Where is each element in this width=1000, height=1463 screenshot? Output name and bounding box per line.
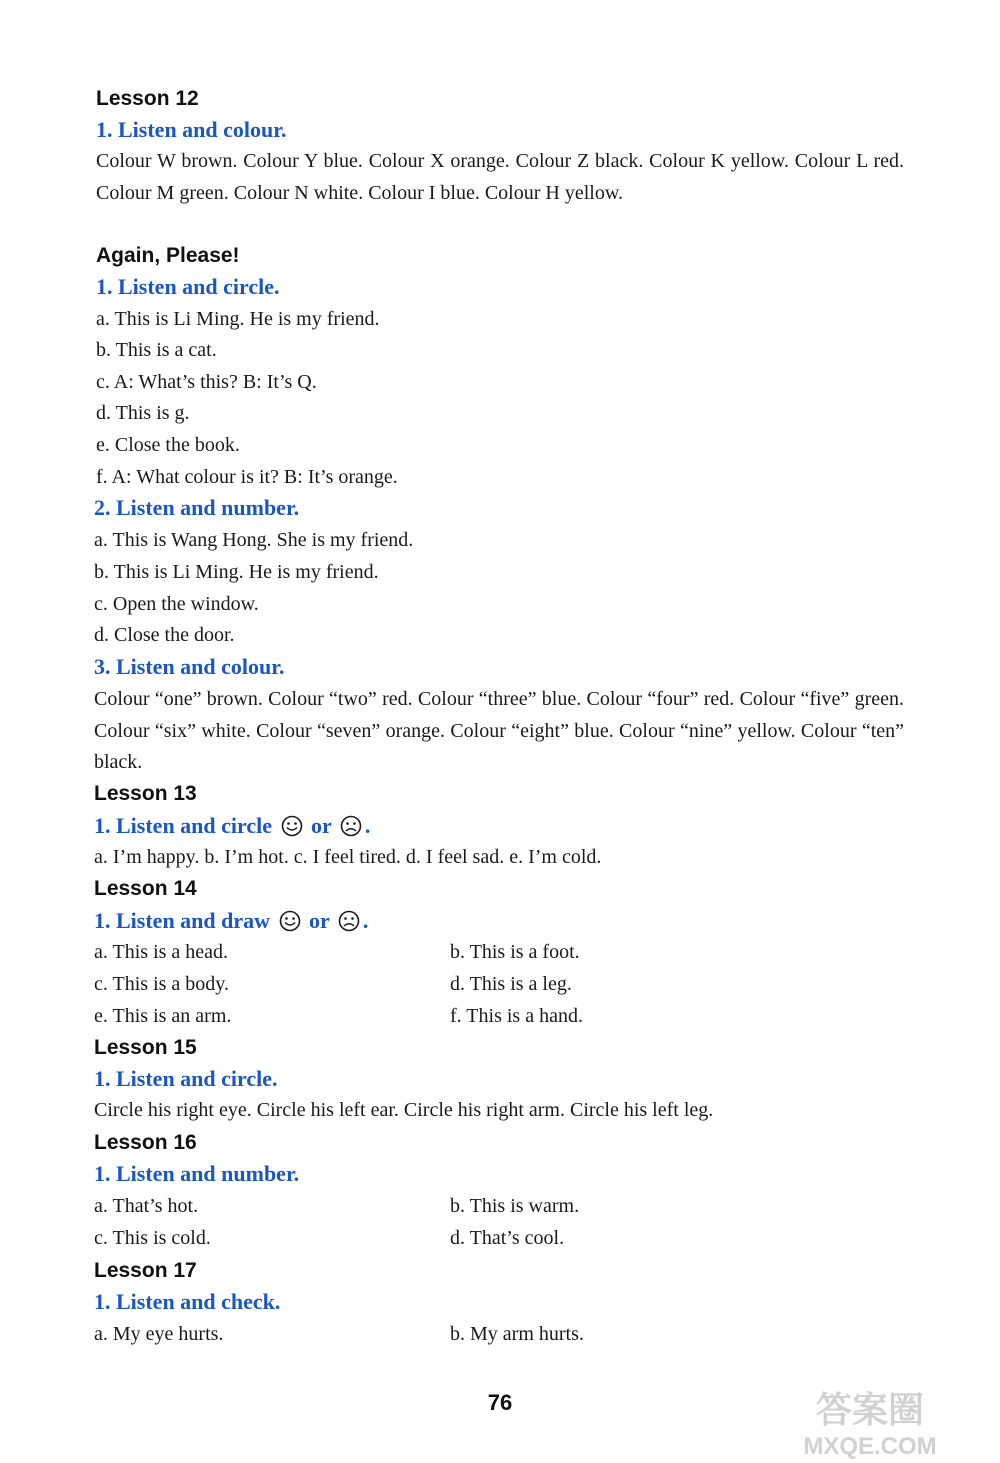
- lesson-14-heading: Lesson 14: [94, 877, 197, 900]
- lesson-15-instructions: Circle his right eye. Circle his left ear. Circle his right arm. Circle his left leg.: [94, 1099, 714, 1121]
- list-item: b. This is a foot.: [450, 941, 580, 963]
- list-item: d. This is a leg.: [450, 973, 572, 995]
- task-or: or: [309, 908, 330, 933]
- happy-face-icon: [279, 910, 301, 932]
- task-end: .: [362, 908, 369, 933]
- list-item: a. This is Wang Hong. She is my friend.: [94, 529, 414, 551]
- list-item: e. Close the book.: [96, 434, 240, 456]
- list-item: a. This is Li Ming. He is my friend.: [96, 308, 380, 330]
- list-item: c. This is cold.: [94, 1227, 211, 1249]
- lesson-13-task-1: [94, 813, 370, 839]
- list-item: c. This is a body.: [94, 973, 229, 995]
- lesson-15-heading: Lesson 15: [94, 1036, 197, 1059]
- lesson-13-answers: a. I’m happy. b. I’m hot. c. I feel tired. d. I feel sad. e. I’m cold.: [94, 846, 602, 868]
- list-item: a. This is a head.: [94, 941, 229, 963]
- list-item: b. This is a cat.: [96, 339, 217, 361]
- list-item: d. This is g.: [96, 402, 190, 424]
- lesson-12-task-1: 1. Listen and colour.: [96, 117, 287, 142]
- lesson-16-heading: Lesson 16: [94, 1131, 197, 1154]
- list-item: b. My arm hurts.: [450, 1323, 584, 1345]
- again-please-heading: Again, Please!: [96, 244, 240, 267]
- lesson-14-task-1: [94, 908, 368, 934]
- again-task-3: 3. Listen and colour.: [94, 654, 285, 679]
- lesson-15-task-1: 1. Listen and circle.: [94, 1066, 278, 1091]
- list-item: d. Close the door.: [94, 624, 235, 646]
- list-item: b. This is Li Ming. He is my friend.: [94, 561, 379, 583]
- lesson-12-colour-instructions: Colour W brown. Colour Y blue. Colour X orange. Colour Z black. Colour K yellow. Colour L red. Colour M green. Colour N white. Colour I blue. Colour H yellow.: [96, 150, 904, 204]
- list-item: b. This is warm.: [450, 1195, 580, 1217]
- list-item: f. This is a hand.: [450, 1005, 583, 1027]
- again-task-1: 1. Listen and circle.: [96, 274, 280, 299]
- watermark-cn: 答案圈: [815, 1389, 925, 1430]
- sad-face-icon: [338, 910, 360, 932]
- list-item: e. This is an arm.: [94, 1005, 232, 1027]
- page-number: 76: [487, 1390, 513, 1415]
- lesson-16-task-1: 1. Listen and number.: [94, 1161, 300, 1186]
- task-text: 1. Listen and draw: [94, 908, 271, 933]
- lesson-17-task-1: 1. Listen and check.: [94, 1289, 281, 1314]
- lesson-17-heading: Lesson 17: [94, 1259, 197, 1282]
- task-or: or: [311, 813, 332, 838]
- task-end: .: [364, 813, 371, 838]
- task-text: 1. Listen and circle: [94, 813, 273, 838]
- happy-face-icon: [281, 815, 303, 837]
- list-item: a. That’s hot.: [94, 1195, 199, 1217]
- list-item: c. Open the window.: [94, 593, 259, 615]
- list-item: f. A: What colour is it? B: It’s orange.: [96, 466, 398, 488]
- sad-face-icon: [340, 815, 362, 837]
- watermark-logo: [760, 1380, 1000, 1460]
- list-item: a. My eye hurts.: [94, 1323, 224, 1345]
- list-item: d. That’s cool.: [450, 1227, 565, 1249]
- again-task-3-instructions: Colour “one” brown. Colour “two” red. Colour “three” blue. Colour “four” red. Colour “five” green. Colour “six” white. Colour “seven” orange. Colour “eight” blue. Colour “nine” yellow. Colour “ten” black.: [94, 688, 904, 774]
- lesson-12-heading: Lesson 12: [96, 87, 199, 110]
- again-task-2: 2. Listen and number.: [94, 495, 300, 520]
- list-item: c. A: What’s this? B: It’s Q.: [96, 371, 317, 393]
- watermark-url: MXQE.COM: [803, 1433, 937, 1460]
- lesson-13-heading: Lesson 13: [94, 782, 197, 805]
